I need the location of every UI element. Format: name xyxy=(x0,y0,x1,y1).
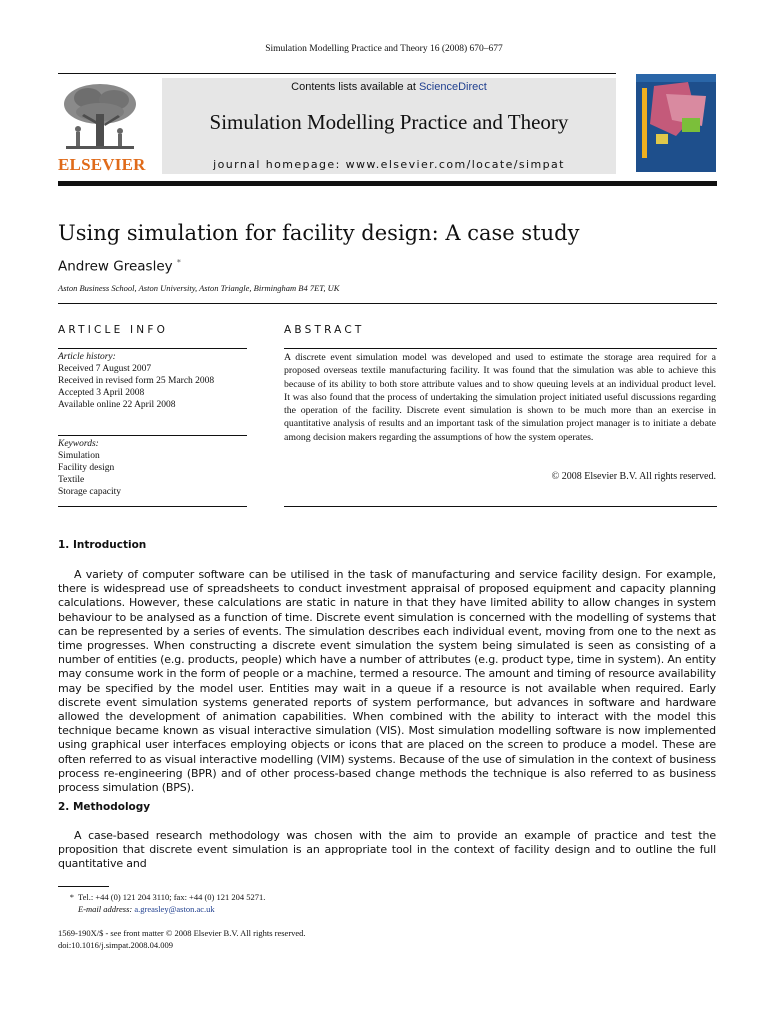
keyword: Storage capacity xyxy=(58,487,122,497)
article-info-heading: ARTICLE INFO xyxy=(58,324,169,336)
doi-line[interactable]: doi:10.1016/j.simpat.2008.04.009 xyxy=(58,940,173,950)
keyword: Simulation xyxy=(58,451,100,461)
sciencedirect-link[interactable]: ScienceDirect xyxy=(418,81,487,93)
history-revised: Received in revised form 25 March 2008 xyxy=(58,376,215,386)
footnote-mark: * xyxy=(69,892,74,902)
history-online: Available online 22 April 2008 xyxy=(58,400,176,410)
history-label: Article history: xyxy=(58,352,116,362)
email-label: E-mail address: xyxy=(78,904,135,914)
contents-line xyxy=(162,81,616,93)
footnote-rule xyxy=(58,886,109,887)
affiliation: Aston Business School, Aston University, Aston Triangle, Birmingham B4 7ET, UK xyxy=(58,283,340,293)
abstract-text: A discrete event simulation model was developed and used to estimate the storage area required for a proposed overseas textile manufacturing facility. It was found that the simulation was able to achieve this because of its ability to both store attribute values and to show queuing levels at an individual product level. It was also found that the process of undertaking the simulation project initiated useful discussions regarding the operation of the facility. Discrete event simulation is shown to be much more than an exercise in quantitative analysis of results and an important task of the simulation project manager is to initiate a debate among decision makers regarding the assumptions of how the system operates. xyxy=(284,352,716,443)
title-rule xyxy=(58,303,717,304)
top-rule xyxy=(58,73,616,74)
contents-prefix: Contents lists available at xyxy=(291,81,419,93)
abstract-bottom-rule xyxy=(284,506,717,507)
publisher-wordmark: ELSEVIER xyxy=(58,155,146,174)
running-head: Simulation Modelling Practice and Theory 16 (2008) 670–677 xyxy=(265,44,503,54)
header-bottom-rule xyxy=(58,181,717,186)
section-body: A case-based research methodology was chosen with the aim to provide an example of practice and test the proposition that discrete event simulation is an appropriate tool in the context of facility design and to outline the full quantitative and xyxy=(58,829,716,871)
section-heading: 2. Methodology xyxy=(58,801,151,813)
article-info-rule xyxy=(58,348,247,349)
issn-line: 1569-190X/$ - see front matter © 2008 Elsevier B.V. All rights reserved. xyxy=(58,928,306,938)
abstract-rule xyxy=(284,348,717,349)
author-name[interactable]: Andrew Greasley xyxy=(58,258,173,275)
footnote xyxy=(58,891,265,915)
section-body: A variety of computer software can be utilised in the task of manufacturing and service facility design. For example, there is widespread use of spreadsheets to conduct investment appraisal of proposed equipment and capacity planning calculations. However, these calculations are static in nature in that they have limited ability to allow changes in system behaviour to be analysed as a function of time. Discrete event simulation is concerned with the modelling of systems that can be represented by a series of events. The simulation describes each individual event, moving from one to the next as time progresses. When constructing a discrete event simulation the system being simulated is seen as consisting of a number of entities (e.g. products, people) which have a number of attributes (e.g. product type, time in system). An entity may consume work in the form of people or a machine, termed a resource. The amount and timing of resource availability may be specified by the model user. Entities may wait in a queue if a resource is not available when required. Early discrete event simulation systems generated reports of system performance, but advances in software and hardware allowed the development of animation capabilities. When combined with the ability to interact with the model this technique became known as visual interactive simulation (VIS). Most simulation modelling software is now implemented using graphical user interfaces employing objects or icons that are placed on the screen to produce a model. These are often referred to as visual interactive modelling (VIM) systems. Because of the use of simulation in the context of business process re-engineering (BPR) and of other process-based change methods the technique is also referred to as business process simulation (BPS). xyxy=(58,568,716,795)
keyword: Facility design xyxy=(58,463,115,473)
history-received: Received 7 August 2007 xyxy=(58,364,152,374)
elsevier-tree-logo xyxy=(58,80,142,154)
journal-homepage[interactable]: journal homepage: www.elsevier.com/locate/simpat xyxy=(213,158,565,171)
article-title: Using simulation for facility design: A case study xyxy=(58,221,580,245)
keywords-label: Keywords: xyxy=(58,439,99,449)
author-footnote-mark[interactable]: * xyxy=(176,258,181,267)
history-accepted: Accepted 3 April 2008 xyxy=(58,388,145,398)
journal-title: Simulation Modelling Practice and Theory xyxy=(209,110,569,134)
abstract-heading: ABSTRACT xyxy=(284,324,365,336)
author-line xyxy=(58,258,181,275)
section-heading: 1. Introduction xyxy=(58,539,147,551)
journal-cover-image xyxy=(636,74,716,172)
keywords-rule xyxy=(58,435,247,436)
footnote-contact: Tel.: +44 (0) 121 204 3110; fax: +44 (0) 121 204 5271. xyxy=(78,892,266,902)
info-bottom-rule xyxy=(58,506,247,507)
article-history xyxy=(58,351,248,411)
abstract-copyright: © 2008 Elsevier B.V. All rights reserved. xyxy=(551,471,716,482)
front-matter xyxy=(58,927,306,951)
keywords xyxy=(58,438,248,498)
email-link[interactable]: a.greasley@aston.ac.uk xyxy=(134,904,215,914)
keyword: Textile xyxy=(58,475,85,485)
